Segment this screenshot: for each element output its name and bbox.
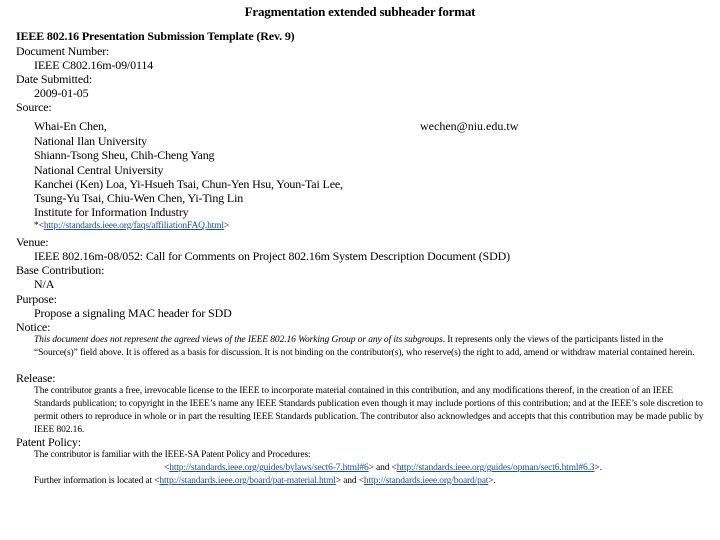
patent-line-3 bbox=[34, 476, 496, 486]
doc-number-value: IEEE C802.16m-09/0114 bbox=[34, 58, 154, 72]
contact-email: wechen@niu.edu.tw bbox=[420, 119, 519, 133]
patent-l3-mid: > and < bbox=[335, 476, 364, 486]
patent-line-2 bbox=[164, 463, 602, 473]
notice-rest: . It represents only the views of the participants listed in the “Source(s)” field above. It is offered as a basis for discussion. It is not binding on the contributor(s), who reserve(s) the right to add, amend or withdraw material contained herein. bbox=[34, 335, 695, 358]
notice-text bbox=[34, 334, 706, 360]
affiliation-suffix: > bbox=[223, 221, 230, 231]
venue-value: IEEE 802.16m-08/052: Call for Comments on Project 802.16m System Description Document (SDD) bbox=[34, 249, 510, 263]
source-line: Tsung-Yu Tsai, Chiu-Wen Chen, Yi-Ting Lin bbox=[34, 191, 244, 205]
date-value: 2009-01-05 bbox=[34, 86, 89, 100]
patent-l2-mid: > and < bbox=[368, 463, 397, 473]
source-label: Source: bbox=[16, 100, 52, 114]
patent-material-link[interactable]: http://standards.ieee.org/board/pat-material.html bbox=[159, 476, 336, 486]
notice-italic: This document does not represent the agreed views of the IEEE 802.16 Working Group or any of its subgroups bbox=[34, 335, 443, 345]
date-label: Date Submitted: bbox=[16, 72, 93, 86]
doc-number-label: Document Number: bbox=[16, 44, 110, 58]
base-contribution-label: Base Contribution: bbox=[16, 263, 105, 277]
patent-opman-link[interactable]: http://standards.ieee.org/guides/opman/sect6.html#6.3 bbox=[396, 463, 595, 473]
source-line: National Ilan University bbox=[34, 134, 148, 148]
page-title: Fragmentation extended subheader format bbox=[244, 4, 476, 19]
purpose-value: Propose a signaling MAC header for SDD bbox=[34, 306, 232, 320]
base-contribution-value: N/A bbox=[34, 277, 55, 291]
patent-policy-label: Patent Policy: bbox=[16, 435, 81, 449]
patent-line-1: The contributor is familiar with the IEEE-SA Patent Policy and Procedures: bbox=[34, 450, 311, 460]
release-text: The contributor grants a free, irrevocable license to the IEEE to incorporate material contained in this contribution, and any modifications thereof, in the creation of an IEEE Standards publication; to copyright in the IEEE’s name any IEEE Standards publication even though it may include portions of this contribution; and at the IEEE’s sole discretion to permit others to reproduce in whole or in part the resulting IEEE Standards publication. The contributor also acknowledges and accepts that this contribution may be made public by IEEE 802.16. bbox=[34, 386, 704, 435]
affiliation-link[interactable]: http://standards.ieee.org/faqs/affiliationFAQ.html bbox=[43, 221, 224, 231]
source-line: Kanchei (Ken) Loa, Yi-Hsueh Tsai, Chun-Yen Hsu, Youn-Tai Lee, bbox=[34, 177, 343, 191]
patent-l3-pre: Further information is located at < bbox=[34, 476, 160, 486]
release-label: Release: bbox=[16, 371, 56, 385]
patent-l2-end: >. bbox=[594, 463, 602, 473]
patent-board-link[interactable]: http://standards.ieee.org/board/pat bbox=[363, 476, 489, 486]
source-line: National Central University bbox=[34, 163, 164, 177]
patent-bylaws-link[interactable]: http://standards.ieee.org/guides/bylaws/sect6-7.html#6 bbox=[169, 463, 369, 473]
affiliation-prefix: *< bbox=[34, 221, 44, 231]
source-line: Whai-En Chen, bbox=[34, 119, 107, 133]
purpose-label: Purpose: bbox=[16, 292, 57, 306]
notice-label: Notice: bbox=[16, 320, 51, 334]
template-heading: IEEE 802.16 Presentation Submission Template (Rev. 9) bbox=[16, 29, 295, 43]
venue-label: Venue: bbox=[16, 235, 49, 249]
patent-l2-pre: < bbox=[164, 463, 170, 473]
source-line: Institute for Information Industry bbox=[34, 205, 189, 219]
source-line: Shiann-Tsong Sheu, Chih-Cheng Yang bbox=[34, 148, 215, 162]
affiliation-note bbox=[34, 221, 229, 231]
patent-l3-end: >. bbox=[488, 476, 496, 486]
